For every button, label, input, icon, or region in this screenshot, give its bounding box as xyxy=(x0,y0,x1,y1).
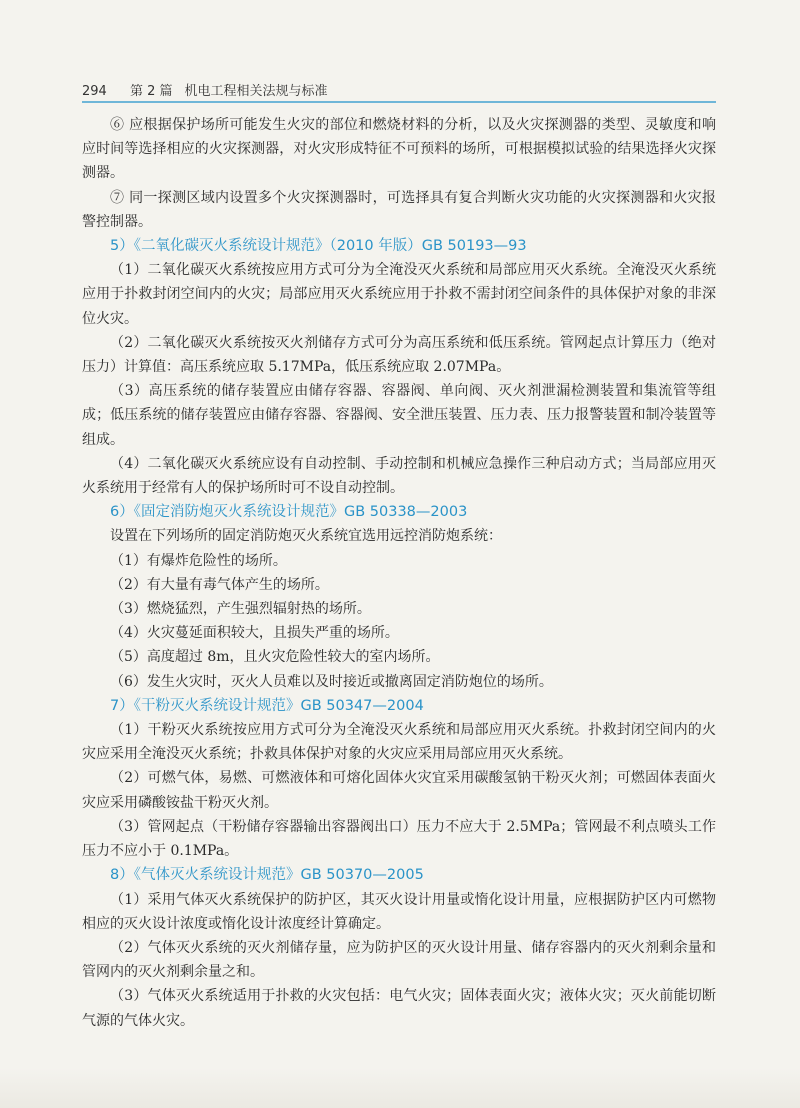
paragraph: ⑦ 同一探测区域内设置多个火灾探测器时，可选择具有复合判断火灾功能的火灾探测器和火灾报警控制器。 xyxy=(82,189,716,230)
list-item: （5）高度超过 8m，且火灾危险性较大的室内场所。 xyxy=(110,649,440,666)
part-title: 机电工程相关法规与标准 xyxy=(184,84,328,99)
paragraph: （3）管网起点（干粉储存容器输出容器阀出口）压力不应大于 2.5MPa；管网最不利点喷头工作压力不应小于 0.1MPa。 xyxy=(82,818,716,860)
list-item: （1）有爆炸危险性的场所。 xyxy=(110,552,287,569)
paragraph: （2）可燃气体，易燃、可燃液体和可熔化固体火灾宜采用碳酸氢钠干粉灭火剂；可燃固体表面火灾应采用磷酸铵盐干粉灭火剂。 xyxy=(82,770,716,811)
running-header xyxy=(82,80,716,99)
paragraph: （2）气体灭火系统的灭火剂储存量，应为防护区的灭火设计用量、储存容器内的灭火剂剩余量和管网内的灭火剂剩余量之和。 xyxy=(82,939,716,981)
paragraph: （3）气体灭火系统适用于扑救的火灾包括：电气火灾；固体表面火灾；液体火灾；灭火前能切断气源的气体火灾。 xyxy=(82,988,716,1029)
paragraph: （3）高压系统的储存装置应由储存容器、容器阀、单向阀、灭火剂泄漏检测装置和集流管等组成；低压系统的储存装置应由储存容器、容器阀、安全泄压装置、压力表、压力报警装置和制冷装置等组成。 xyxy=(82,383,716,448)
section-heading: 8）《气体灭火系统设计规范》GB 50370—2005 xyxy=(110,867,424,884)
section-heading: 6）《固定消防炮灭火系统设计规范》GB 50338—2003 xyxy=(110,504,468,521)
section-heading: 7）《干粉灭火系统设计规范》GB 50347—2004 xyxy=(110,697,424,714)
paragraph: ⑥ 应根据保护场所可能发生火灾的部位和燃烧材料的分析，以及火灾探测器的类型、灵敏度和响应时间等选择相应的火灾探测器，对火灾形成特征不可预料的场所，可根据模拟试验的结果选择火灾探测器。 xyxy=(82,117,716,182)
page-number: 294 xyxy=(82,84,107,99)
section-heading: 5）《二氧化碳灭火系统设计规范》（2010 年版）GB 50193—93 xyxy=(110,238,527,255)
list-item: （3）燃烧猛烈，产生强烈辐射热的场所。 xyxy=(110,601,371,618)
paragraph: （1）二氧化碳灭火系统按应用方式可分为全淹没灭火系统和局部应用灭火系统。全淹没灭火系统应用于扑救封闭空间内的火灾；局部应用灭火系统应用于扑救不需封闭空间条件的具体保护对象的非深位火灾。 xyxy=(82,262,716,327)
list-item: （4）火灾蔓延面积较大，且损失严重的场所。 xyxy=(110,625,399,642)
paragraph: （2）二氧化碳灭火系统按灭火剂储存方式可分为高压系统和低压系统。管网起点计算压力（绝对压力）计算值：高压系统应取 5.17MPa，低压系统应取 2.07MPa。 xyxy=(82,334,716,376)
list-item: （6）发生火灾时，灭火人员难以及时接近或撤离固定消防炮位的场所。 xyxy=(110,673,553,690)
header-rule xyxy=(82,101,716,103)
page-body xyxy=(82,113,716,1033)
paragraph: （1）采用气体灭火系统保护的防护区，其灭火设计用量或惰化设计用量，应根据防护区内可燃物相应的灭火设计浓度或惰化设计浓度经计算确定。 xyxy=(82,891,716,932)
paragraph: （1）干粉灭火系统按应用方式可分为全淹没灭火系统和局部应用灭火系统。扑救封闭空间内的火灾应采用全淹没灭火系统；扑救具体保护对象的火灾应采用局部应用灭火系统。 xyxy=(82,722,716,763)
paragraph: （4）二氧化碳灭火系统应设有自动控制、手动控制和机械应急操作三种启动方式；当局部应用灭火系统用于经常有人的保护场所时可不设自动控制。 xyxy=(82,455,716,497)
scan-edge-shadow xyxy=(0,1068,800,1108)
list-item: （2）有大量有毒气体产生的场所。 xyxy=(110,576,329,593)
paragraph: 设置在下列场所的固定消防炮灭火系统宜选用远控消防炮系统： xyxy=(110,528,502,545)
part-label: 第 2 篇 xyxy=(130,84,173,99)
